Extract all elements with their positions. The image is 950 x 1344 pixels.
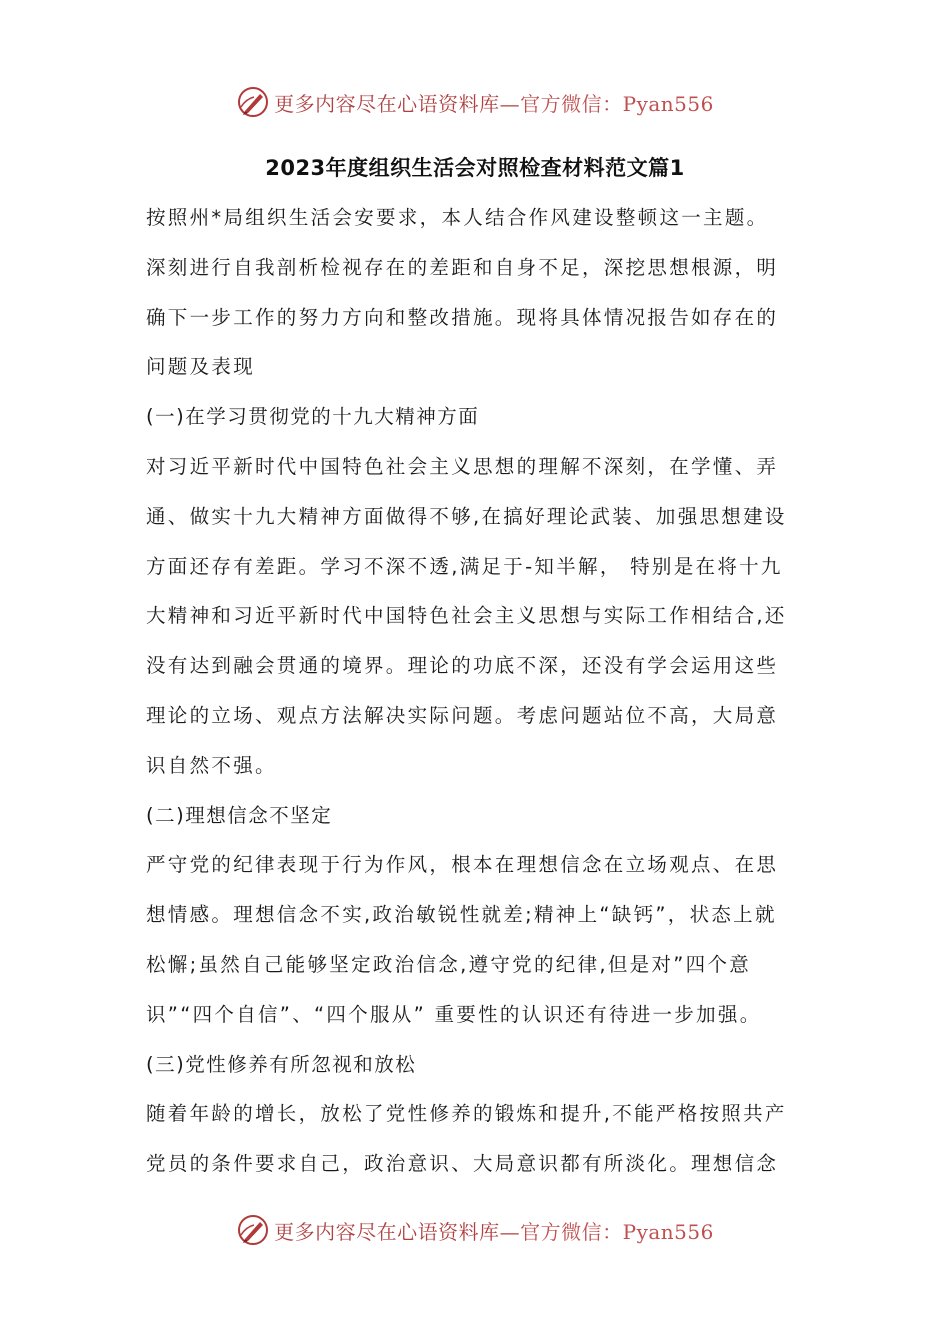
body-line-8: 方面还存有差距。学习不深不透,满足于-知半解， 特别是在将十九 — [146, 554, 783, 578]
body-line-4: 问题及表现 — [146, 355, 256, 379]
header-watermark — [0, 80, 950, 124]
body-line-12: 识自然不强。 — [146, 753, 277, 777]
pen-logo-icon — [236, 85, 270, 119]
watermark-text — [274, 88, 714, 117]
body-line-1: 按照州*局组织生活会安要求，本人结合作风建设整顿这一主题。 — [146, 206, 769, 229]
body-line-14: 严守党的纪律表现于行为作风，根本在理想信念在立场观点、在思 — [146, 853, 779, 877]
watermark-wechat-text: 官方微信：Pyan556 — [520, 91, 714, 116]
section-heading-3: (三)党性修养有所忽视和放松 — [146, 1052, 417, 1076]
document-title: 2023年度组织生活会对照检查材料范文篇1 — [265, 156, 685, 180]
body-line-11: 理论的立场、观点方法解决实际问题。考虑问题站位不高，大局意 — [146, 703, 779, 727]
body-line-6: 对习近平新时代中国特色社会主义思想的理解不深刻，在学懂、弄 — [146, 454, 779, 478]
body-line-15: 想情感。理想信念不实,政治敏锐性就差;精神上“缺钙”，状态上就 — [146, 903, 777, 927]
section-heading-2: (二)理想信念不坚定 — [146, 803, 333, 827]
watermark-dash: — — [499, 91, 521, 116]
body-line-2: 深刻进行自我剖析检视存在的差距和自身不足，深挖思想根源，明 — [146, 255, 779, 279]
body-line-9: 大精神和习近平新时代中国特色社会主义思想与实际工作相结合,还 — [146, 604, 787, 628]
body-line-20: 党员的条件要求自己，政治意识、大局意识都有所淡化。理想信念 — [146, 1152, 779, 1176]
watermark-text — [274, 1216, 714, 1245]
body-line-17: 识”“四个自信”、“四个服从” 重要性的认识还有待进一步加强。 — [146, 1002, 762, 1026]
watermark-site-text: 更多内容尽在心语资料库 — [274, 1219, 500, 1244]
watermark-site-text: 更多内容尽在心语资料库 — [274, 91, 500, 116]
body-line-7: 通、做实十九大精神方面做得不够,在搞好理论武装、加强思想建设 — [146, 504, 787, 528]
pen-logo-icon — [236, 1213, 270, 1247]
document-body — [146, 200, 816, 1196]
body-line-19: 随着年龄的增长，放松了党性修养的锻炼和提升,不能严格按照共产 — [146, 1102, 787, 1126]
footer-watermark — [0, 1208, 950, 1252]
body-line-10: 没有达到融会贯通的境界。理论的功底不深，还没有学会运用这些 — [146, 654, 779, 678]
watermark-wechat-text: 官方微信：Pyan556 — [520, 1219, 714, 1244]
watermark-dash: — — [499, 1219, 521, 1244]
body-line-3: 确下一步工作的努力方向和整改措施。现将具体情况报告如存在的 — [146, 305, 779, 329]
section-heading-1: (一)在学习贯彻党的十九大精神方面 — [146, 405, 480, 429]
body-line-16: 松懈;虽然自己能够坚定政治信念,遵守党的纪律,但是对”四个意 — [146, 952, 752, 976]
